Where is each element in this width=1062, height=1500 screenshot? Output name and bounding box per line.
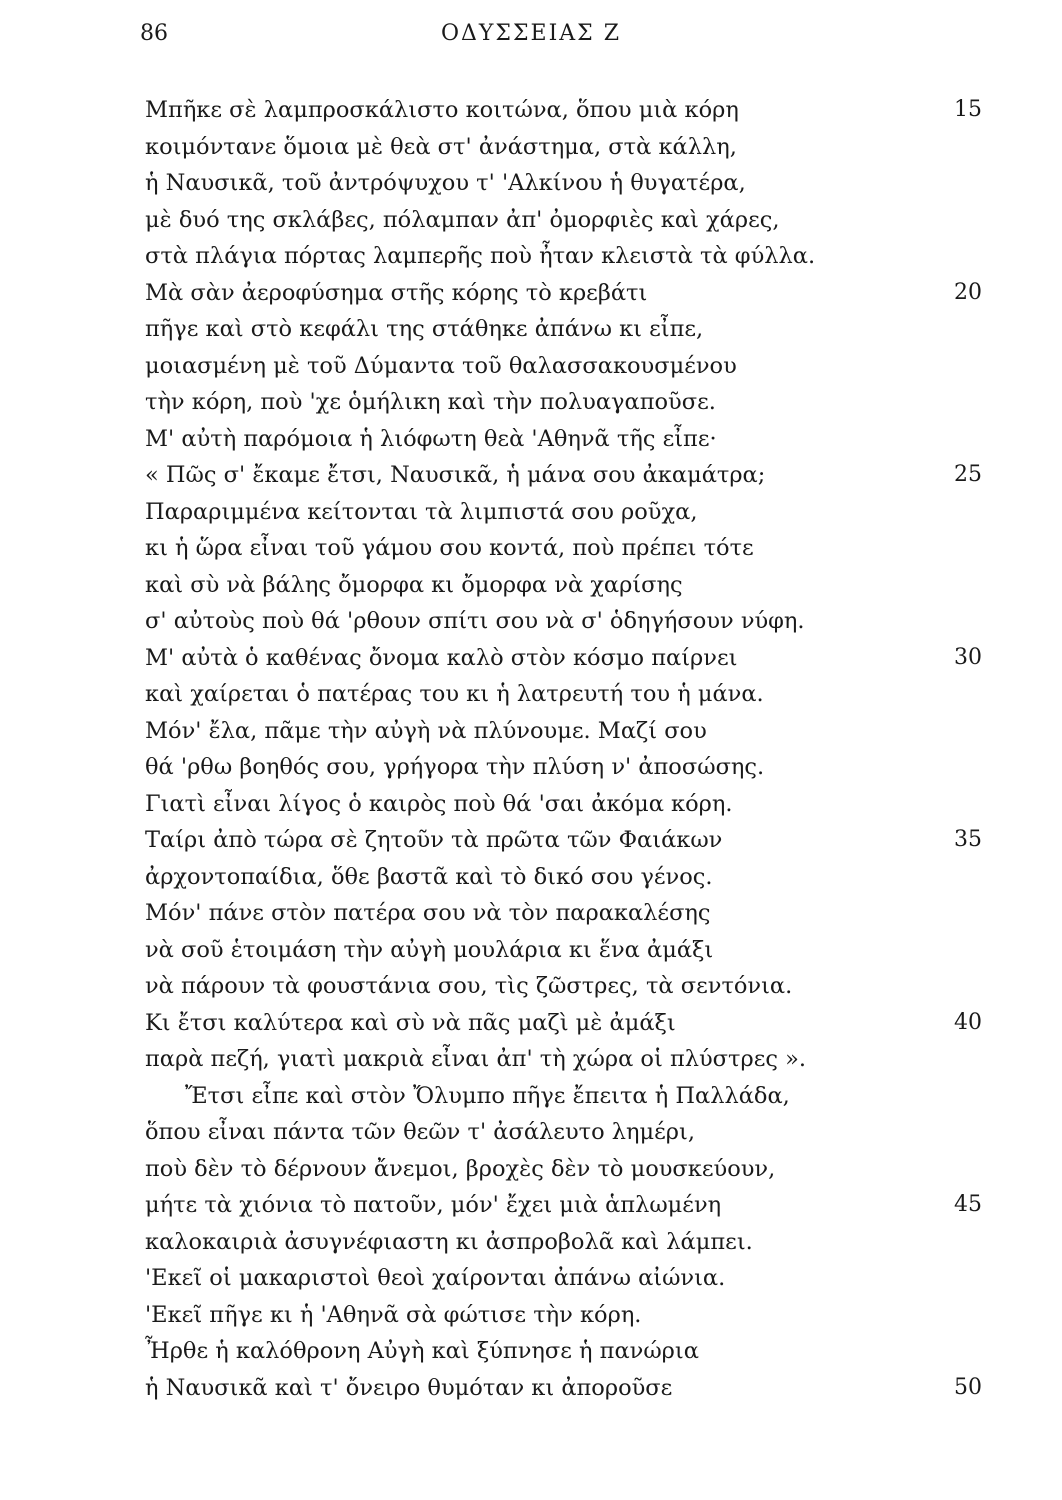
verse-text: τὴν κόρη, ποὺ 'χε ὁμήλικη καὶ τὴν πολυαγαποῦσε. bbox=[145, 389, 716, 415]
verse-text: Ἔτσι εἶπε καὶ στὸν Ὄλυμπο πῆγε ἔπειτα ἡ Παλλάδα, bbox=[185, 1082, 790, 1109]
verse-text: θά 'ρθω βοηθός σου, γρήγορα τὴν πλύση ν' ἀποσώσης. bbox=[145, 754, 765, 780]
verse-line bbox=[0, 421, 1062, 458]
verse-text: μήτε τὰ χιόνια τὸ πατοῦν, μόν' ἔχει μιὰ ἁπλωμένη bbox=[145, 1192, 722, 1218]
verse-text: « Πῶς σ' ἔκαμε ἔτσι, Ναυσικᾶ, ἡ μάνα σου ἀκαμάτρα; bbox=[145, 462, 766, 488]
verse-line bbox=[0, 92, 1062, 129]
verse-line bbox=[0, 238, 1062, 275]
verse-text: Μπῆκε σὲ λαμπροσκάλιστο κοιτώνα, ὅπου μιὰ κόρη bbox=[145, 97, 739, 123]
verse-line bbox=[0, 749, 1062, 786]
poem-body bbox=[0, 92, 1062, 1406]
verse-number: 15 bbox=[954, 97, 982, 122]
verse-line bbox=[0, 311, 1062, 348]
verse-text: μοιασμένη μὲ τοῦ Δύμαντα τοῦ θαλασσακουσμένου bbox=[145, 352, 737, 379]
verse-line bbox=[0, 1041, 1062, 1078]
verse-line bbox=[0, 968, 1062, 1005]
verse-text: ἀρχοντοπαίδια, ὅθε βαστᾶ καὶ τὸ δικό σου γένος. bbox=[145, 863, 713, 890]
verse-text: ἡ Ναυσικᾶ καὶ τ' ὄνειρο θυμόταν κι ἀποροῦσε bbox=[145, 1374, 673, 1401]
verse-line bbox=[0, 384, 1062, 421]
verse-line bbox=[0, 1370, 1062, 1407]
verse-line bbox=[0, 1114, 1062, 1151]
verse-text: ποὺ δὲν τὸ δέρνουν ἄνεμοι, βροχὲς δὲν τὸ μουσκεύουν, bbox=[145, 1155, 776, 1182]
verse-text: Μ' αὐτὴ παρόμοια ἡ λιόφωτη θεὰ 'Αθηνᾶ τῆς εἶπε· bbox=[145, 425, 717, 452]
verse-line bbox=[0, 786, 1062, 823]
running-title: ΟΔΥΣΣΕΙΑΣ Ζ bbox=[440, 21, 622, 46]
verse-text: 'Εκεῖ πῆγε κι ἡ 'Αθηνᾶ σὰ φώτισε τὴν κόρη. bbox=[145, 1301, 642, 1328]
verse-number: 25 bbox=[954, 462, 982, 487]
verse-text: Μόν' ἔλα, πᾶμε τὴν αὐγὴ νὰ πλύνουμε. Μαζί σου bbox=[145, 717, 707, 744]
verse-text: στὰ πλάγια πόρτας λαμπερῆς ποὺ ἦταν κλειστὰ τὰ φύλλα. bbox=[145, 243, 816, 269]
verse-number: 50 bbox=[954, 1374, 982, 1400]
verse-number: 40 bbox=[954, 1009, 982, 1035]
verse-line bbox=[0, 640, 1062, 677]
verse-text: Γιατὶ εἶναι λίγος ὁ καιρὸς ποὺ θά 'σαι ἀκόμα κόρη. bbox=[145, 790, 733, 817]
verse-line bbox=[0, 202, 1062, 239]
verse-line bbox=[0, 1187, 1062, 1224]
verse-text: νὰ σοῦ ἑτοιμάση τὴν αὐγὴ μουλάρια κι ἕνα ἀμάξι bbox=[145, 936, 714, 963]
verse-number: 30 bbox=[954, 644, 982, 670]
verse-line bbox=[0, 676, 1062, 713]
verse-number: 45 bbox=[954, 1192, 982, 1217]
verse-text: Μ' αὐτὰ ὁ καθένας ὄνομα καλὸ στὸν κόσμο παίρνει bbox=[145, 644, 738, 671]
verse-text: Κι ἔτσι καλύτερα καὶ σὺ νὰ πᾶς μαζὶ μὲ ἀμάξι bbox=[145, 1009, 676, 1036]
verse-line bbox=[0, 822, 1062, 859]
verse-text: ἡ Ναυσικᾶ, τοῦ ἀντρόψυχου τ' 'Αλκίνου ἡ θυγατέρα, bbox=[145, 170, 746, 196]
verse-line bbox=[0, 713, 1062, 750]
verse-line bbox=[0, 530, 1062, 567]
verse-text: καλοκαιριὰ ἀσυγνέφιαστη κι ἀσπροβολᾶ καὶ λάμπει. bbox=[145, 1228, 753, 1255]
verse-number: 35 bbox=[954, 827, 982, 852]
verse-line bbox=[0, 1333, 1062, 1370]
verse-text: Ταίρι ἀπὸ τώρα σὲ ζητοῦν τὰ πρῶτα τῶν Φαιάκων bbox=[145, 827, 723, 853]
verse-line bbox=[0, 275, 1062, 312]
verse-text: πῆγε καὶ στὸ κεφάλι της στάθηκε ἀπάνω κι εἶπε, bbox=[145, 316, 704, 342]
verse-text: κοιμόντανε ὅμοια μὲ θεὰ στ' ἀνάστημα, στὰ κάλλη, bbox=[145, 133, 737, 160]
verse-text: 'Εκεῖ οἱ μακαριστοὶ θεοὶ χαίρονται ἀπάνω αἰώνια. bbox=[145, 1265, 726, 1291]
verse-line bbox=[0, 895, 1062, 932]
verse-number: 20 bbox=[954, 279, 982, 305]
verse-line bbox=[0, 1260, 1062, 1297]
page-header bbox=[0, 18, 1062, 50]
page-number: 86 bbox=[140, 21, 168, 46]
verse-line bbox=[0, 567, 1062, 604]
verse-line bbox=[0, 1078, 1062, 1115]
verse-line bbox=[0, 165, 1062, 202]
verse-line bbox=[0, 457, 1062, 494]
verse-text: παρὰ πεζή, γιατὶ μακριὰ εἶναι ἀπ' τὴ χώρα οἱ πλύστρες ». bbox=[145, 1046, 807, 1072]
verse-text: Ἦρθε ἡ καλόθρονη Αὐγὴ καὶ ξύπνησε ἡ πανώρια bbox=[145, 1338, 699, 1364]
verse-text: καὶ χαίρεται ὁ πατέρας του κι ἡ λατρευτή του ἡ μάνα. bbox=[145, 681, 764, 707]
verse-line bbox=[0, 932, 1062, 969]
verse-line bbox=[0, 859, 1062, 896]
verse-line bbox=[0, 1224, 1062, 1261]
verse-line bbox=[0, 1005, 1062, 1042]
verse-text: Παραριμμένα κείτονται τὰ λιμπιστά σου ροῦχα, bbox=[145, 498, 698, 525]
verse-text: κι ἡ ὥρα εἶναι τοῦ γάμου σου κοντά, ποὺ πρέπει τότε bbox=[145, 535, 754, 561]
verse-line bbox=[0, 348, 1062, 385]
verse-line bbox=[0, 1297, 1062, 1334]
verse-text: Μὰ σὰν ἀεροφύσημα στῆς κόρης τὸ κρεβάτι bbox=[145, 279, 648, 306]
verse-text: σ' αὐτοὺς ποὺ θά 'ρθουν σπίτι σου νὰ σ' ὁδηγήσουν νύφη. bbox=[145, 608, 805, 634]
verse-text: νὰ πάρουν τὰ φουστάνια σου, τὶς ζῶστρες, τὰ σεντόνια. bbox=[145, 973, 793, 999]
verse-line bbox=[0, 1151, 1062, 1188]
verse-text: καὶ σὺ νὰ βάλης ὄμορφα κι ὄμορφα νὰ χαρίσης bbox=[145, 571, 683, 598]
verse-text: Μόν' πάνε στὸν πατέρα σου νὰ τὸν παρακαλέσης bbox=[145, 900, 711, 926]
verse-line bbox=[0, 494, 1062, 531]
verse-line bbox=[0, 129, 1062, 166]
verse-text: μὲ δυό της σκλάβες, πόλαμπαν ἀπ' ὀμορφιὲς καὶ χάρες, bbox=[145, 206, 780, 233]
verse-text: ὅπου εἶναι πάντα τῶν θεῶν τ' ἀσάλευτο λημέρι, bbox=[145, 1119, 695, 1145]
verse-line bbox=[0, 603, 1062, 640]
